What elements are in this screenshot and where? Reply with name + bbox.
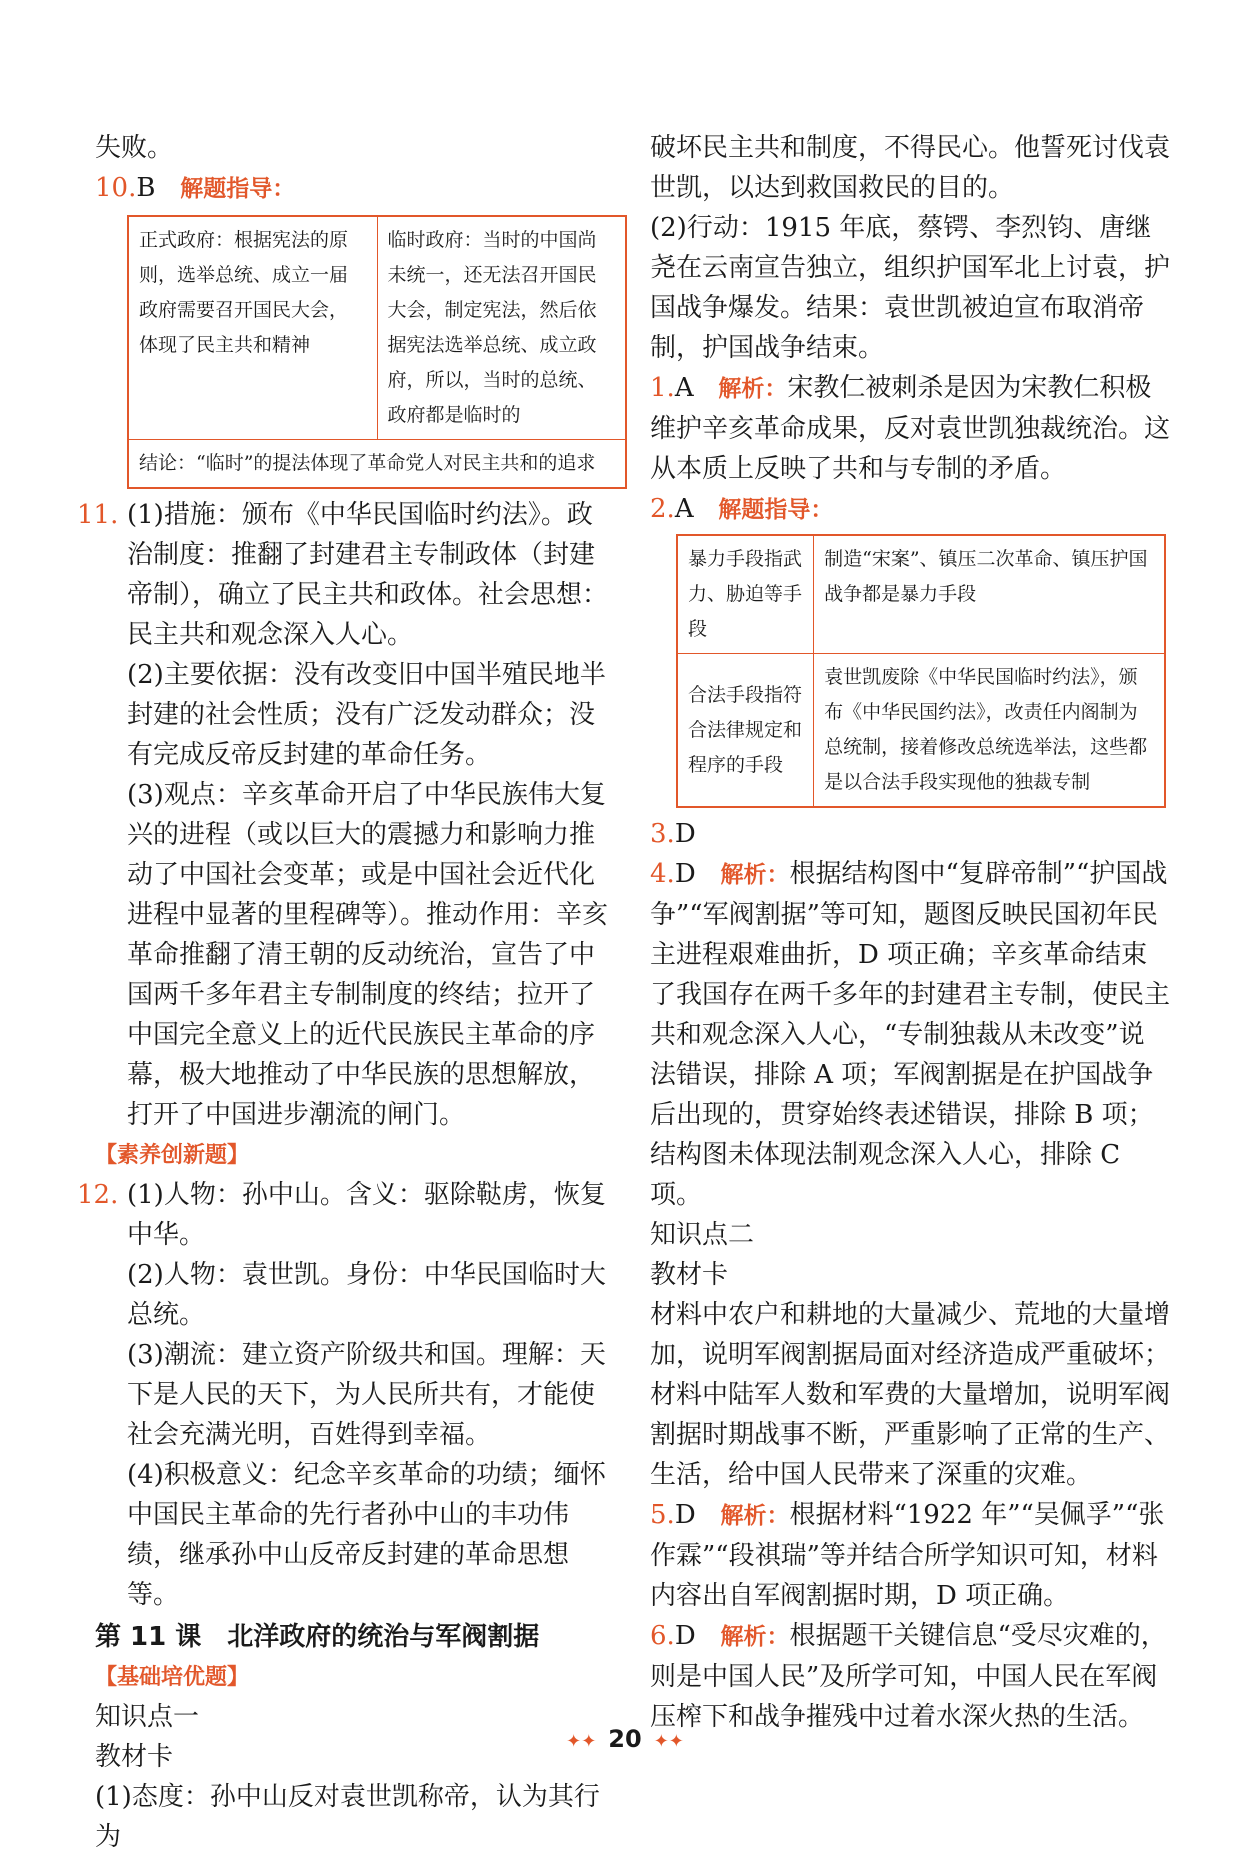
text-block: 材料中农户和耕地的大量减少、荒地的大量增加，说明军阀割据局面对经济造成严重破坏；材料中陆军人数和军费的大量增加，说明军阀割据时期战事不断，严重影响了正常的生产、生活，给中国人民带来了深重的灾难。 bbox=[650, 1300, 1171, 1490]
answer: B bbox=[136, 173, 156, 203]
section-heading: 【基础培优题】 bbox=[95, 1665, 250, 1690]
table-cell: 临时政府：当时的中国尚未统一，还无法召开国民大会，制定宪法，然后依据宪法选举总统、成立政府，所以，当时的总统、政府都是临时的 bbox=[377, 216, 626, 440]
card-label: 教材卡 bbox=[95, 1742, 174, 1772]
question-number: 6. bbox=[650, 1621, 675, 1651]
page-footer bbox=[0, 1725, 1250, 1753]
question-number: 4. bbox=[650, 859, 675, 889]
text-line: 失败。 bbox=[95, 133, 174, 163]
analysis-label: 解析： bbox=[720, 1624, 790, 1650]
question-number: 5. bbox=[650, 1500, 675, 1530]
guide-label: 解题指导： bbox=[180, 176, 296, 202]
guide-label: 解题指导： bbox=[718, 497, 834, 523]
question-11 bbox=[77, 495, 610, 1135]
question-5 bbox=[650, 1495, 1170, 1616]
lesson-title: 第 11 课 北洋政府的统治与军阀割据 bbox=[95, 1622, 540, 1652]
question-6 bbox=[650, 1616, 1170, 1737]
analysis-table-2 bbox=[676, 534, 1166, 808]
analysis-label: 解析： bbox=[720, 862, 790, 888]
card-label: 教材卡 bbox=[650, 1260, 729, 1290]
knowledge-point: 知识点二 bbox=[650, 1220, 755, 1250]
table-cell: 制造“宋案”、镇压二次革命、镇压护国战争都是暴力手段 bbox=[814, 535, 1165, 654]
text-line: (1)态度：孙中山反对袁世凯称帝，认为其行为 bbox=[95, 1782, 600, 1852]
answer-part: (3)潮流：建立资产阶级共和国。理解：天下是人民的天下，为人民所共有，才能使社会充满光明，百姓得到幸福。 bbox=[127, 1340, 606, 1450]
answer-part: (2)主要依据：没有改变旧中国半殖民地半封建的社会性质；没有广泛发动群众；没有完成反帝反封建的革命任务。 bbox=[127, 660, 606, 770]
answer-part: (4)积极意义：纪念辛亥革命的功绩；缅怀中国民主革命的先行者孙中山的丰功伟绩，继承孙中山反帝反封建的革命思想等。 bbox=[127, 1460, 606, 1610]
text-block: (2)行动：1915 年底，蔡锷、李烈钧、唐继尧在云南宣告独立，组织护国军北上讨袁，护国战争爆发。结果：袁世凯被迫宣布取消帝制，护国战争结束。 bbox=[650, 213, 1171, 363]
table-cell: 袁世凯废除《中华民国临时约法》，颁布《中华民国约法》，改责任内阁制为总统制，接着修改总统选举法，这些都是以合法手段实现他的独裁专制 bbox=[814, 654, 1165, 808]
knowledge-point: 知识点一 bbox=[95, 1702, 200, 1732]
answer-part: (1)人物：孙中山。含义：驱除鞑虏，恢复中华。 bbox=[127, 1180, 606, 1250]
ornament-right-icon: ✦✦ bbox=[653, 1731, 684, 1752]
question-number: 10. bbox=[95, 173, 137, 203]
answer: A bbox=[674, 494, 694, 524]
question-number: 3. bbox=[650, 819, 675, 849]
analysis-text: 宋教仁被刺杀是因为宋教仁积极维护辛亥革命成果，反对袁世凯独裁统治。这从本质上反映了共和与专制的矛盾。 bbox=[650, 373, 1171, 484]
question-number: 12. bbox=[77, 1180, 119, 1210]
table-cell-conclusion: 结论：“临时”的提法体现了革命党人对民主共和的追求 bbox=[128, 440, 626, 489]
analysis-text: 根据题干关键信息“受尽灾难的，则是中国人民”及所学可知，中国人民在军阀压榨下和战争摧残中过着水深火热的生活。 bbox=[650, 1621, 1167, 1732]
question-2 bbox=[650, 489, 1170, 530]
table-cell: 暴力手段指武力、胁迫等手段 bbox=[677, 535, 814, 654]
right-column bbox=[650, 128, 1170, 1737]
answer: D bbox=[674, 1621, 696, 1651]
answer-part: (1)措施：颁布《中华民国临时约法》。政治制度：推翻了封建君主专制政体（封建帝制），确立了民主共和政体。社会思想：民主共和观念深入人心。 bbox=[127, 500, 609, 650]
question-4 bbox=[650, 854, 1170, 1215]
analysis-text: 根据结构图中“复辟帝制”“护国战争”“军阀割据”等可知，题图反映民国初年民主进程艰难曲折，D 项正确；辛亥革命结束了我国存在两千多年的封建君主专制，使民主共和观念深入人心，“专制独裁从未改变”说法错误，排除 A 项；军阀割据是在护国战争后出现的，贯穿始终表述错误，排除 B 项；结构图未体现法制观念深入人心，排除 C 项。 bbox=[650, 859, 1171, 1210]
page-number: 20 bbox=[608, 1725, 642, 1753]
analysis-label: 解析： bbox=[720, 1503, 790, 1529]
analysis-label: 解析： bbox=[718, 376, 788, 402]
question-1 bbox=[650, 368, 1170, 489]
table-cell: 合法手段指符合法律规定和程序的手段 bbox=[677, 654, 814, 808]
question-10 bbox=[95, 168, 610, 209]
left-column bbox=[77, 128, 610, 1857]
question-number: 2. bbox=[650, 494, 675, 524]
question-12 bbox=[77, 1175, 610, 1615]
question-number: 1. bbox=[650, 373, 675, 403]
question-3 bbox=[650, 814, 1170, 854]
answer: D bbox=[674, 819, 696, 849]
answer: D bbox=[674, 859, 696, 889]
question-number: 11. bbox=[77, 500, 119, 530]
section-heading: 【素养创新题】 bbox=[95, 1143, 250, 1168]
answer: A bbox=[674, 373, 694, 403]
answer-part: (2)人物：袁世凯。身份：中华民国临时大总统。 bbox=[127, 1260, 606, 1330]
ornament-left-icon: ✦✦ bbox=[566, 1731, 597, 1752]
table-cell: 正式政府：根据宪法的原则，选举总统、成立一届政府需要召开国民大会，体现了民主共和精神 bbox=[128, 216, 377, 440]
text-block: 破坏民主共和制度，不得民心。他誓死讨伐袁世凯，以达到救国救民的目的。 bbox=[650, 133, 1171, 203]
answer: D bbox=[674, 1500, 696, 1530]
analysis-text: 根据材料“1922 年”“吴佩孚”“张作霖”“段祺瑞”等并结合所学知识可知，材料内容出自军阀割据时期，D 项正确。 bbox=[650, 1500, 1165, 1611]
analysis-table-10 bbox=[127, 215, 627, 489]
answer-part: (3)观点：辛亥革命开启了中华民族伟大复兴的进程（或以巨大的震撼力和影响力推动了中国社会变革；或是中国社会近代化进程中显著的里程碑等）。推动作用：辛亥革命推翻了清王朝的反动统治，宣告了中国两千多年君主专制制度的终结；拉开了中国完全意义上的近代民族民主革命的序幕，极大地推动了中华民族的思想解放，打开了中国进步潮流的闸门。 bbox=[127, 780, 609, 1130]
